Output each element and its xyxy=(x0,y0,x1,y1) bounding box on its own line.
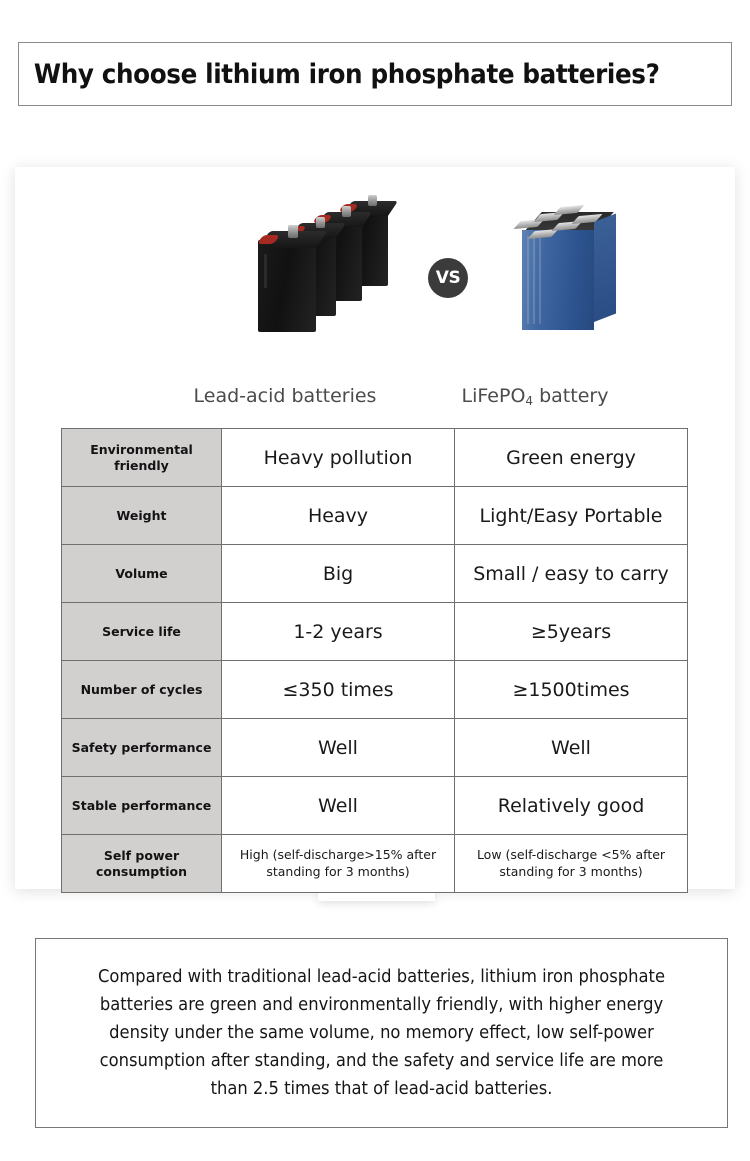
cell-lead-acid-safety-performance: Well xyxy=(222,719,455,777)
caption-lifepo4 xyxy=(385,385,685,407)
table-row xyxy=(62,777,688,835)
cell-lead-acid-stable-performance: Well xyxy=(222,777,455,835)
description-text: Compared with traditional lead-acid batteries, lithium iron phosphate batteries are green and environmentally friendly, with higher energy density under the same volume, no memory effect, low self-power consumption after standing, and the safety and service life are more than 2.5 times that of lead-acid batteries. xyxy=(97,966,666,1100)
comparison-table-body xyxy=(62,429,688,893)
table-row xyxy=(62,545,688,603)
caption-lifepo4-subscript: 4 xyxy=(525,394,534,408)
cell-lead-acid-self-power-consumption: High (self-discharge>15% after standing for 3 months) xyxy=(222,835,455,893)
page-title-banner xyxy=(18,42,732,106)
table-row xyxy=(62,661,688,719)
cell-lifepo4-safety-performance: Well xyxy=(455,719,688,777)
vs-badge: VS xyxy=(428,258,468,298)
row-label-weight: Weight xyxy=(62,487,222,545)
caption-lifepo4-main: LiFePO xyxy=(461,385,526,407)
table-row xyxy=(62,835,688,893)
description-box xyxy=(35,938,728,1128)
cell-lead-acid-weight: Heavy xyxy=(222,487,455,545)
lead-acid-battery-image xyxy=(240,198,415,338)
column-captions xyxy=(15,385,735,415)
table-row xyxy=(62,719,688,777)
cell-lead-acid-service-life: 1-2 years xyxy=(222,603,455,661)
page-title: Why choose lithium iron phosphate batteries? xyxy=(33,58,660,90)
table-row xyxy=(62,603,688,661)
row-label-volume: Volume xyxy=(62,545,222,603)
cell-lifepo4-self-power-consumption: Low (self-discharge <5% after standing for 3 months) xyxy=(455,835,688,893)
cell-lead-acid-environmental-friendly: Heavy pollution xyxy=(222,429,455,487)
cell-lifepo4-service-life: ≥5years xyxy=(455,603,688,661)
lifepo4-battery-image xyxy=(512,200,622,345)
cell-lead-acid-volume: Big xyxy=(222,545,455,603)
table-row xyxy=(62,429,688,487)
cell-lifepo4-number-of-cycles: ≥1500times xyxy=(455,661,688,719)
cell-lifepo4-volume: Small / easy to carry xyxy=(455,545,688,603)
product-imagery xyxy=(15,180,735,365)
caption-lifepo4-tail: battery xyxy=(533,385,609,407)
cell-lead-acid-number-of-cycles: ≤350 times xyxy=(222,661,455,719)
row-label-number-of-cycles: Number of cycles xyxy=(62,661,222,719)
comparison-table xyxy=(61,428,688,893)
row-label-service-life: Service life xyxy=(62,603,222,661)
cell-lifepo4-environmental-friendly: Green energy xyxy=(455,429,688,487)
row-label-environmental-friendly: Environmental friendly xyxy=(62,429,222,487)
cell-lifepo4-weight: Light/Easy Portable xyxy=(455,487,688,545)
cell-lifepo4-stable-performance: Relatively good xyxy=(455,777,688,835)
caption-lead-acid: Lead-acid batteries xyxy=(193,385,377,407)
row-label-safety-performance: Safety performance xyxy=(62,719,222,777)
row-label-stable-performance: Stable performance xyxy=(62,777,222,835)
table-row xyxy=(62,487,688,545)
row-label-self-power-consumption: Self power consumption xyxy=(62,835,222,893)
